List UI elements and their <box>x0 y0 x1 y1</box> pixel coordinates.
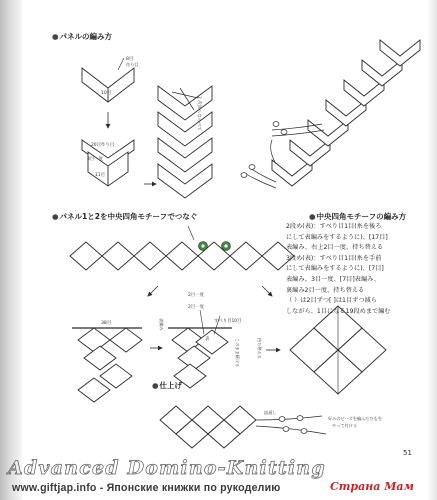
center-motif-instructions <box>286 222 428 317</box>
label-slip: すべり目10目 <box>214 319 242 324</box>
label-cont: このまま続ける <box>235 338 240 368</box>
label-step2a: 2目一度 <box>188 293 204 298</box>
label-hold: 持ち替える <box>257 338 262 359</box>
finished-bracelet <box>272 40 420 186</box>
instruction-line: にして表編みをするように)、[7目] <box>286 265 384 273</box>
watermark-url[interactable]: www.giftjap.info - Японские книжки по рукоделию <box>12 482 281 494</box>
label-row20: 20目作り目 <box>91 143 115 148</box>
heading-join-text: パネル1と2を中央四角モチーフでつなぐ <box>59 212 198 221</box>
heading-center-motif: ●中央四角モチーフの編み方 <box>309 212 407 221</box>
label-row3-stitch: 3目一度 <box>87 157 103 162</box>
label-start-2: 作り目 <box>126 62 139 67</box>
finish-cords <box>256 416 326 434</box>
down-left-arrow <box>148 286 158 296</box>
down-right-arrow <box>262 286 272 296</box>
watermark-site: Страна Мам <box>330 480 414 493</box>
instruction-line: 裏編み2目一度、持ち替える <box>286 286 365 294</box>
finish-chevrons <box>160 406 256 448</box>
join-pointer <box>188 226 194 240</box>
instruction-line: しながら、1目になる19段めまで編む <box>286 307 391 315</box>
join-step-a <box>72 328 142 402</box>
page-number: 51 <box>403 449 412 457</box>
instruction-line: 表編み、右上2目一度、持ち替える <box>286 244 384 252</box>
label-row10: 10目 <box>101 91 112 96</box>
label-rope: 紐通し <box>264 410 277 415</box>
label-row11: 11目 <box>95 173 105 178</box>
panel-tall-stack <box>158 86 212 198</box>
join-panel-top <box>70 242 294 270</box>
instruction-line: 3段め(表)：すべり目1目(糸を手前 <box>286 254 382 262</box>
label-step2b: 2目一度 <box>188 305 204 310</box>
watermark-title: Advanced Domino-Knitting <box>8 457 326 479</box>
instruction-line: 2段め(表)：すべり目1目(糸を後ろ <box>286 223 382 230</box>
heading-center-motif-text: 中央四角モチーフの編み方 <box>316 212 407 221</box>
heading-panel: ●パネルの編み方 <box>52 32 113 41</box>
finish-beads <box>279 416 307 434</box>
label-row38: 38目 <box>101 321 112 326</box>
label-knit: 表編み <box>159 318 164 331</box>
instruction-line: （ ）は2目ずつ[ ]は1目ずつ減ら <box>286 297 377 305</box>
label-pick: 2 次回へならべて <box>196 96 201 131</box>
label-start: 8目 <box>126 57 134 62</box>
heading-join: ●パネル1と2を中央四角モチーフでつなぐ <box>52 212 198 221</box>
heading-finish-text: 仕上げ <box>159 381 183 390</box>
join-step-c <box>290 306 386 394</box>
label-beads-1: 好みのビーズを編んだひもを <box>328 416 383 421</box>
heading-panel-text: パネルの編み方 <box>59 32 113 41</box>
instruction-line: にして表編みをするように)、[17目] <box>286 233 388 241</box>
label-beads-2: やって付ける <box>332 423 358 428</box>
instruction-line: 表編み、3目一度、[7目]表編み、 <box>286 275 380 283</box>
heading-finish: ●仕上げ <box>152 381 183 390</box>
label-knit2: 表 <box>205 337 210 342</box>
